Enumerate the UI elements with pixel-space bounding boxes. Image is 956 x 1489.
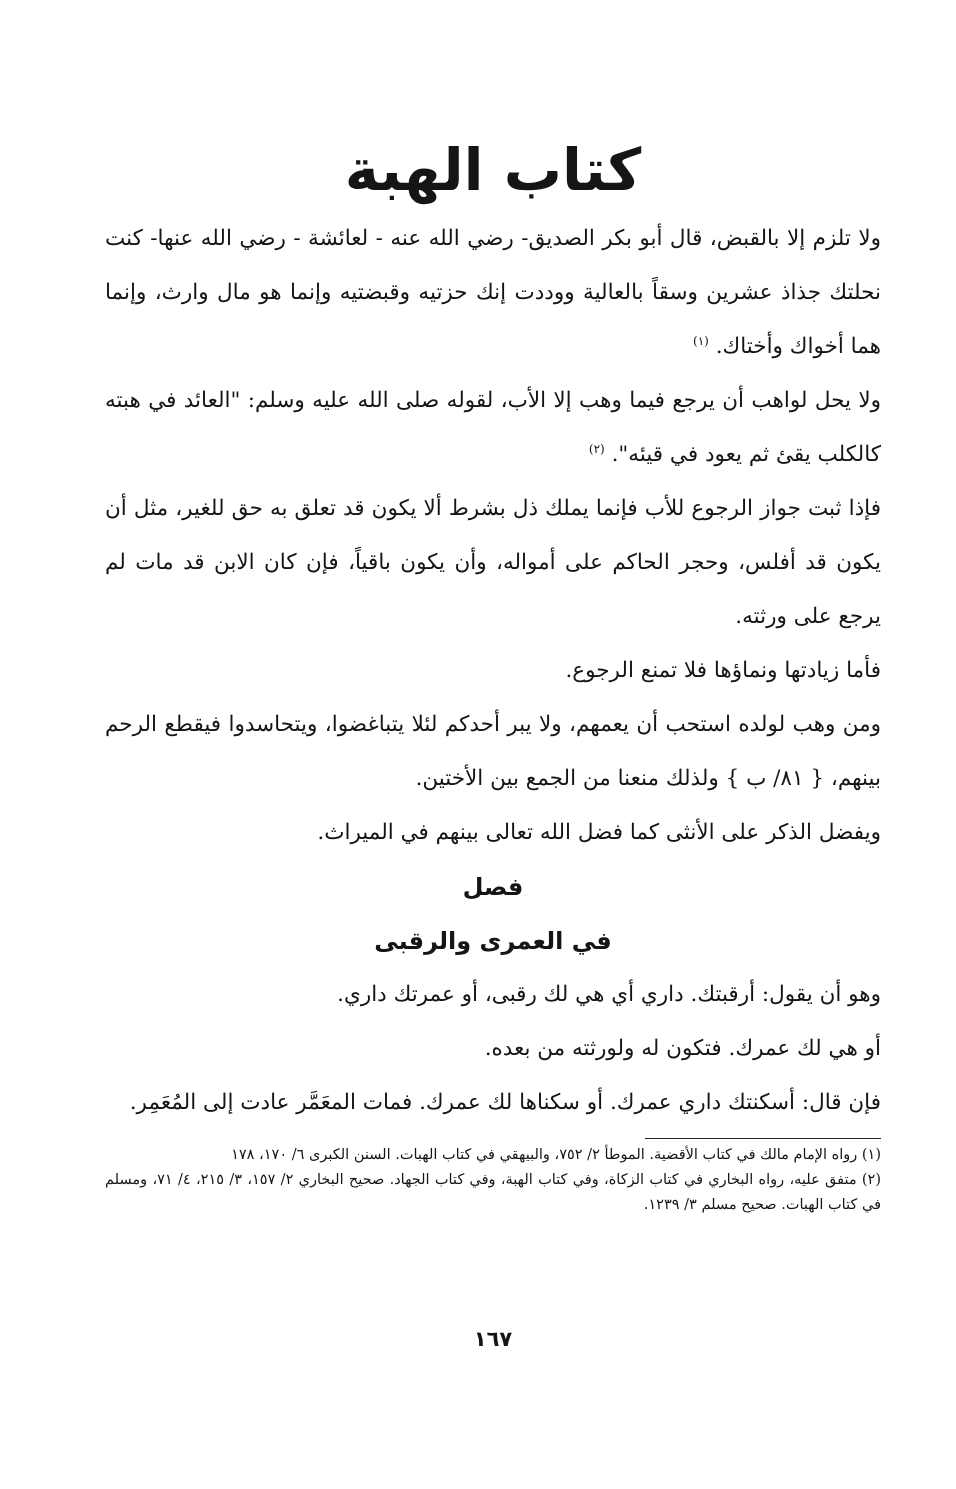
- paragraph-gift-requires-possession: [105, 212, 881, 374]
- section-heading: فصل: [462, 873, 524, 901]
- footnote-reference-2: (٢): [588, 441, 605, 456]
- paragraph-father-revocation-conditions: فإذا ثبت جواز الرجوع للأب فإنما يملك ذل بشرط ألا يكون قد تعلق به حق للغير، مثل أن يكون قد أفلس، وحجر الحاكم على أمواله، وأن يكون باقياً، فإن كان الابن قد مات لم يرجع على ورثته.: [105, 496, 881, 629]
- footnotes: [105, 1143, 881, 1218]
- subsection-heading: في العمرى والرقبى: [374, 927, 612, 955]
- page-number: ١٦٧: [473, 1327, 513, 1351]
- paragraph-revocation-rule: [105, 374, 881, 482]
- paragraph-male-female-preference: ويفضل الذكر على الأنثى كما فضل الله تعالى بينهم في الميراث.: [317, 820, 881, 845]
- book-page: [105, 128, 881, 1378]
- footnote-separator: [645, 1138, 881, 1139]
- footnote-reference-1: (١): [693, 333, 709, 348]
- book-title: كتاب الهبة: [344, 136, 642, 204]
- paragraph-text: ولا تلزم إلا بالقبض، قال أبو بكر الصديق- رضي الله عنه - لعائشة - رضي الله عنها- كنت نحلتك جذاذ عشرين وسقاً بالعالية ووددت إنك حزتيه وقبضتيه وإنما هو مال وارث، وإنما هما أخواك وأختاك.: [105, 226, 881, 359]
- paragraph-text: ولا يحل لواهب أن يرجع فيما وهب إلا الأب، لقوله صلى الله عليه وسلم: "العائد في هبته كالكلب يقئ ثم يعود في قيئه".: [105, 388, 881, 467]
- paragraph-equal-gifts-to-children: ومن وهب لولده استحب أن يعمهم، ولا يبر أحدكم لئلا يتباغضوا، ويتحاسدوا فيقطع الرحم بينهم، { ٨١/ ب } ولذلك منعنا من الجمع بين الأختين.: [105, 712, 881, 791]
- footnote-2: (٢) متفق عليه، رواه البخاري في كتاب الزكاة، وفي كتاب الهبة، وفي كتاب الجهاد. صحيح البخاري ٢/ ١٥٧، ٣/ ٢١٥، ٤/ ٧١، ومسلم في كتاب الهبات. صحيح مسلم ٣/ ١٢٣٩.: [105, 1172, 882, 1213]
- paragraph-umra-heirs: أو هي لك عمرك. فتكون له ولورثته من بعده.: [484, 1036, 881, 1061]
- paragraph-growth-does-not-prevent-return: فأما زيادتها ونماؤها فلا تمنع الرجوع.: [565, 658, 881, 683]
- footnote-1: (١) رواه الإمام مالك في كتاب الأقضية. الموطأ ٢/ ٧٥٢، والبيهقي في كتاب الهبات. السنن الكبرى ٦/ ١٧٠، ١٧٨: [231, 1147, 881, 1163]
- paragraph-residence-for-life: فإن قال: أسكنتك داري عمرك. أو سكناها لك عمرك. فمات المعَمَّر عادت إلى المُعَمِر.: [129, 1090, 881, 1115]
- paragraph-umra-raqba-definition: وهو أن يقول: أرقبتك. داري أي هي لك رقبى، أو عمرتك داري.: [337, 982, 881, 1007]
